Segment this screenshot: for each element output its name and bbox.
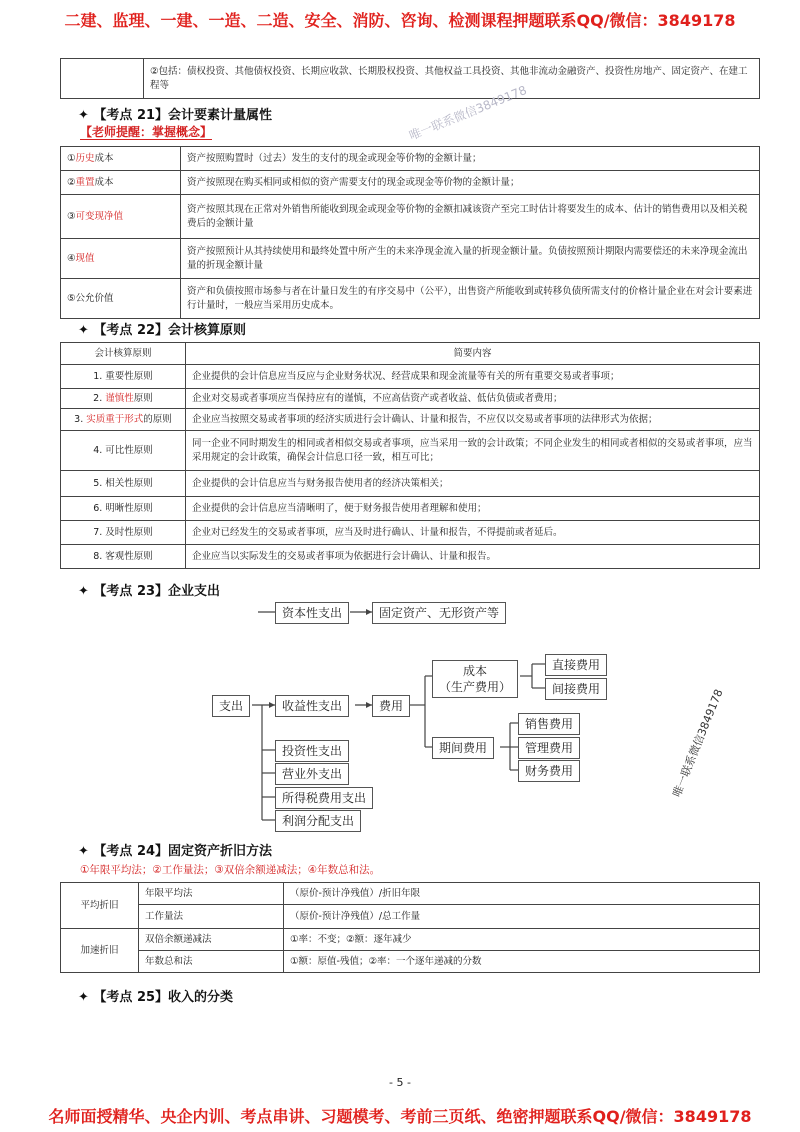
principle-row: 4. 可比性原则 同一企业不同时期发生的相同或者相似交易或者事项，应当采用一致的会计政策；不同企业发生的相同或者相似的交易或者事项，应当采用规定的会计政策，确保会计信息口径一致，相互可比； bbox=[61, 431, 760, 471]
depreciation-row: 年数总和法 ①额：原值-残值；②率：一个逐年递减的分数 bbox=[61, 951, 760, 973]
node-fee: 费用 bbox=[372, 695, 410, 717]
depreciation-methods-line: ①年限平均法；②工作量法；③双倍余额递减法；④年数总和法。 bbox=[80, 864, 381, 876]
node-revenue: 收益性支出 bbox=[275, 695, 349, 717]
measurement-row: ①历史成本 资产按照购置时（过去）发生的支付的现金或现金等价物的金额计量； bbox=[61, 147, 760, 171]
node-tax: 所得税费用支出 bbox=[275, 787, 373, 809]
depreciation-row: 平均折旧 年限平均法 （原价-预计净残值）/折旧年限 bbox=[61, 883, 760, 905]
principle-row: 6. 明晰性原则 企业提供的会计信息应当清晰明了，便于财务报告使用者理解和使用； bbox=[61, 497, 760, 521]
node-direct: 直接费用 bbox=[545, 654, 607, 676]
principle-row: 3. 实质重于形式的原则 企业应当按照交易或者事项的经济实质进行会计确认、计量和报告，不应仅以交易或者事项的法律形式为依据； bbox=[61, 409, 760, 431]
section-title-24: ✦ 【考点 24】固定资产折旧方法 bbox=[78, 844, 273, 859]
principle-row: 7. 及时性原则 企业对已经发生的交易或者事项，应当及时进行确认、计量和报告，不得提前或者延后。 bbox=[61, 521, 760, 545]
node-period: 期间费用 bbox=[432, 737, 494, 759]
principles-header: 会计核算原则 简要内容 bbox=[61, 343, 760, 365]
measurement-row: ②重置成本 资产按照现在购买相同或相似的资产需要支付的现金或现金等价物的金额计量； bbox=[61, 171, 760, 195]
node-invest: 投资性支出 bbox=[275, 740, 349, 762]
teacher-hint: 【老师提醒：掌握概念】 bbox=[80, 125, 213, 139]
depreciation-row: 加速折旧 双倍余额递减法 ①率：不变；②额：逐年减少 bbox=[61, 929, 760, 951]
section-title-21: ✦ 【考点 21】会计要素计量属性 bbox=[78, 108, 273, 123]
node-nonop: 营业外支出 bbox=[275, 763, 349, 785]
principle-row: 5. 相关性原则 企业提供的会计信息应当与财务报告使用者的经济决策相关； bbox=[61, 471, 760, 497]
node-finance: 财务费用 bbox=[518, 760, 580, 782]
section-title-23: ✦ 【考点 23】企业支出 bbox=[78, 584, 221, 599]
node-expenditure: 支出 bbox=[212, 695, 250, 717]
section-title-25: ✦ 【考点 25】收入的分类 bbox=[78, 990, 234, 1005]
depreciation-row: 工作量法 （原价-预计净残值）/总工作量 bbox=[61, 905, 760, 929]
measurement-row: ④现值 资产按照预计从其持续使用和最终处置中所产生的未来净现金流入量的折现金额计量。负债按照预计期限内需要偿还的未来净现金流出量的折现金额计量 bbox=[61, 239, 760, 279]
node-fixed-intangible: 固定资产、无形资产等 bbox=[372, 602, 506, 624]
node-mgmt: 管理费用 bbox=[518, 737, 580, 759]
section-title-22: ✦ 【考点 22】会计核算原则 bbox=[78, 323, 247, 338]
node-capital: 资本性支出 bbox=[275, 602, 349, 624]
bottom-banner: 名师面授精华、央企内训、考点串讲、习题模考、考前三页纸、绝密押题联系QQ/微信：3849178 bbox=[48, 1107, 752, 1126]
principle-row: 1. 重要性原则 企业提供的会计信息应当反应与企业财务状况、经营成果和现金流量等有关的所有重要交易或者事项； bbox=[61, 365, 760, 389]
principle-row: 2. 谨慎性原则 企业对交易或者事项应当保持应有的谨慎，不应高估资产或者收益、低估负债或者费用； bbox=[61, 389, 760, 409]
node-indirect: 间接费用 bbox=[545, 678, 607, 700]
depreciation-table bbox=[60, 882, 760, 973]
continuation-text: ②包括：债权投资、其他债权投资、长期应收款、长期股权投资、其他权益工具投资、其他非流动金融资产、投资性房地产、固定资产、在建工程等 bbox=[144, 59, 760, 99]
node-profit: 利润分配支出 bbox=[275, 810, 361, 832]
watermark-a: 唯一联系微信3849178 bbox=[407, 82, 529, 143]
watermark-b: 唯一联系微信3849178 bbox=[670, 687, 726, 799]
measurement-row: ⑤公允价值 资产和负债按照市场参与者在计量日发生的有序交易中（公平），出售资产所能收到或转移负债所需支付的价格计量企业在对会计要素进行计量时，一般应当采用历史成本。 bbox=[61, 279, 760, 319]
top-banner: 二建、监理、一建、一造、二造、安全、消防、咨询、检测课程押题联系QQ/微信：3849178 bbox=[64, 11, 736, 30]
node-cost: 成本 （生产费用） bbox=[432, 660, 518, 698]
page-number: - 5 - bbox=[389, 1076, 411, 1089]
node-sales: 销售费用 bbox=[518, 713, 580, 735]
measurement-row: ③可变现净值 资产按照其现在正常对外销售所能收到现金或现金等价物的金额扣减该资产至完工时估计将要发生的成本、估计的销售费用以及相关税费后的金额计量 bbox=[61, 195, 760, 239]
principle-row: 8. 客观性原则 企业应当以实际发生的交易或者事项为依据进行会计确认、计量和报告。 bbox=[61, 545, 760, 569]
